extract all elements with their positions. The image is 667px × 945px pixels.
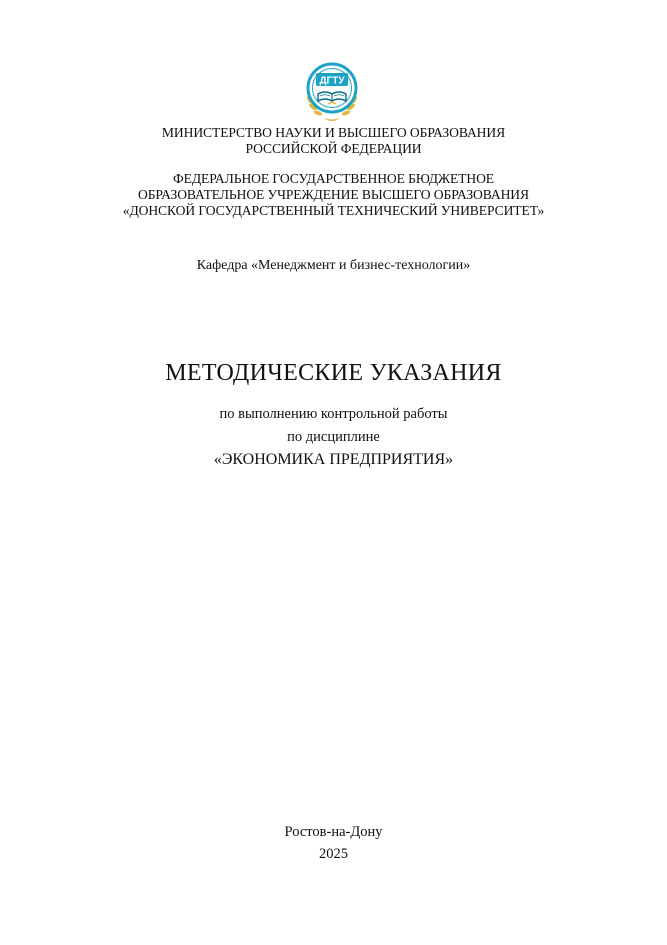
organization-line-1: ФЕДЕРАЛЬНОЕ ГОСУДАРСТВЕННОЕ БЮДЖЕТНОЕ <box>172 171 495 186</box>
ministry-line-1: МИНИСТЕРСТВО НАУКИ И ВЫСШЕГО ОБРАЗОВАНИЯ <box>161 125 506 140</box>
discipline-name: «ЭКОНОМИКА ПРЕДПРИЯТИЯ» <box>213 451 454 468</box>
document-title: МЕТОДИЧЕСКИЕ УКАЗАНИЯ <box>165 360 502 386</box>
organization-line-2: ОБРАЗОВАТЕЛЬНОЕ УЧРЕЖДЕНИЕ ВЫСШЕГО ОБРАЗОВАНИЯ <box>137 187 529 202</box>
publication-city: Ростов-на-Дону <box>284 824 383 840</box>
organization-line-3: «ДОНСКОЙ ГОСУДАРСТВЕННЫЙ ТЕХНИЧЕСКИЙ УНИВЕРСИТЕТ» <box>122 203 545 218</box>
document-subtitle-line-2: по дисциплине <box>287 429 380 445</box>
university-logo-icon <box>302 58 362 124</box>
department-name: Кафедра «Менеджмент и бизнес-технологии» <box>196 258 471 273</box>
logo-lettering: ДГТУ <box>319 75 345 87</box>
document-subtitle-line-1: по выполнению контрольной работы <box>219 406 448 422</box>
publication-year: 2025 <box>319 846 348 862</box>
ministry-line-2: РОССИЙСКОЙ ФЕДЕРАЦИИ <box>245 141 422 156</box>
